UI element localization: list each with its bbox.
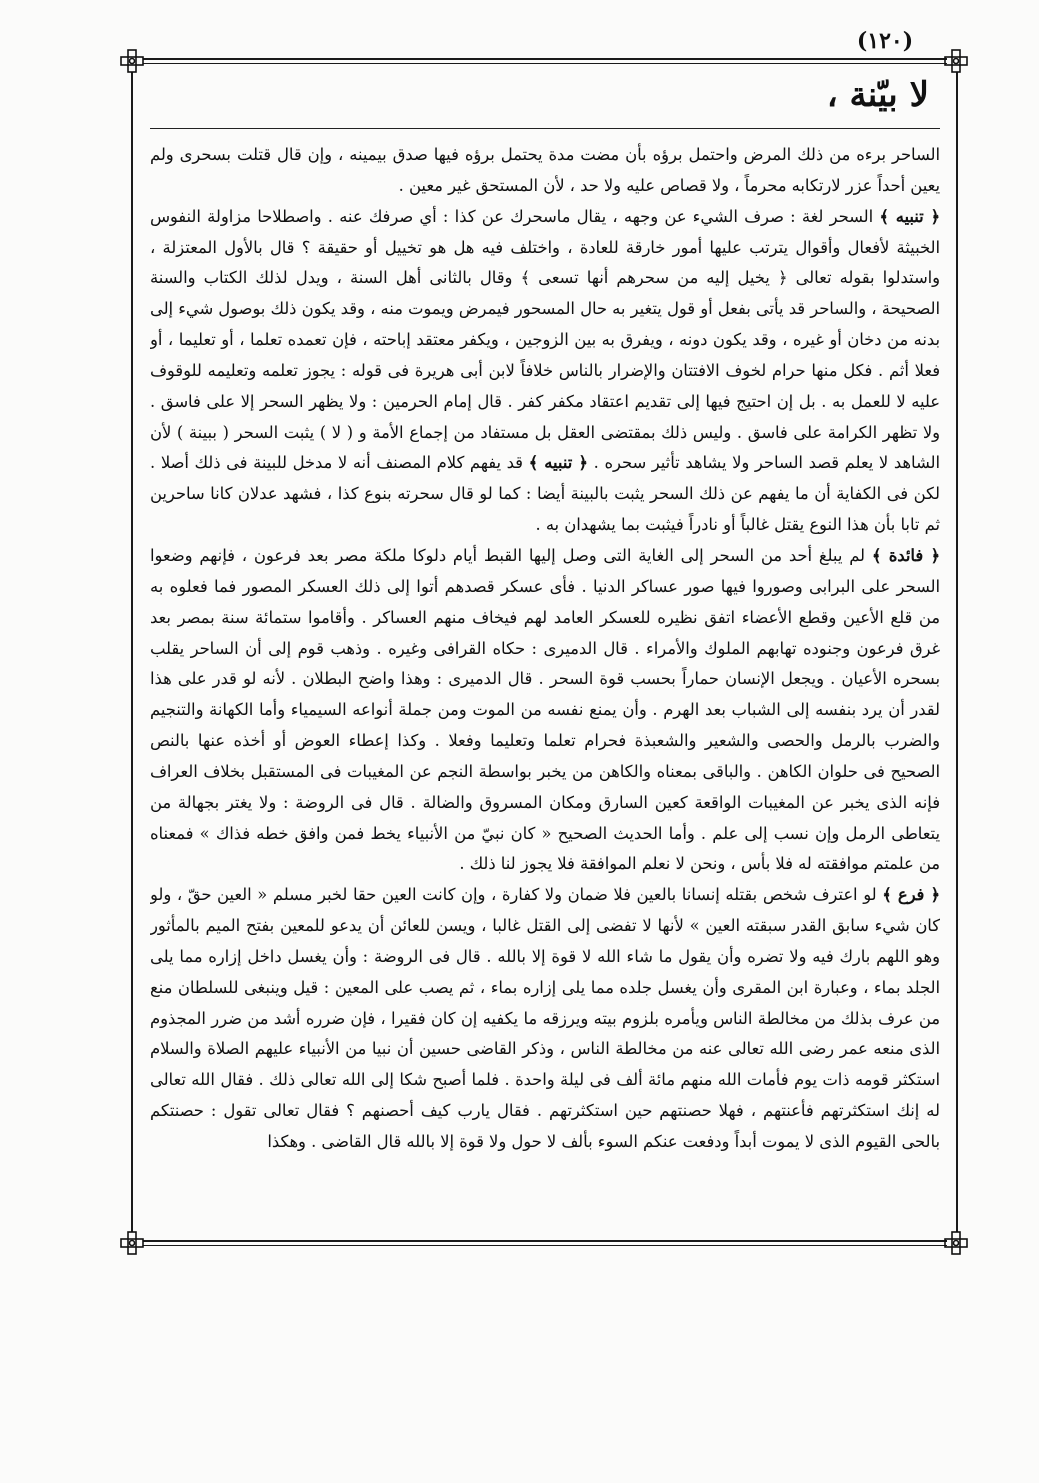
page-heading: لا بيّنة ، [826, 75, 929, 115]
heading-divider [150, 128, 940, 129]
bottom-border-rule-inner [143, 1245, 947, 1246]
paragraph [150, 202, 940, 541]
paragraph-label: ﴿ فرع ﴾ [882, 885, 940, 905]
paragraph-text: لو اعترف شخص بقتله إنسانا بالعين فلا ضمان ولا كفارة ، وإن كانت العين حقا لخبر مسلم « العين حقّ ، ولو كان شيء سابق القدر سبقته العين » لأنها لا تفضى إلى القتل غالبا ، ويسن للعائن أن يدعو للمعين بفتح الميم بالمأثور وهو اللهم بارك فيه ولا تضره وأن يقول ما شاء الله لا قوة إلا بالله . قال فى الروضة : وأن يغسل داخل إزاره مما يلى الجلد بماء ، وعبارة ابن المقرى وأن يغسل جلده مما يلى إزاره بماء ، ثم يصب على المعين : قيل وينبغى للسلطان منع من عرف بذلك من مخالطة الناس ويأمره بلزوم بيته ويرزقه ما يكفيه إن كان فقيرا ، فإن ضرره أشد من ضرر المجذوم الذى منعه عمر رضى الله تعالى عنه من مخالطة الناس ، وذكر القاضى حسين أن نبيا من الأنبياء عليهم الصلاة والسلام استكثر قومه ذات يوم فأمات الله منهم مائة ألف فى ليلة واحدة . فلما أصبح شكا إلى الله تعالى ذلك . فقال الله تعالى له إنك استكثرتهم فأعنتهم ، فهلا حصنتهم حين استكثرتهم . فقال يارب كيف أحصنهم ؟ فقال تعالى تقول : حصنتكم بالحى القيوم الذى لا يموت أبداً ودفعت عنكم السوء بألف لا حول ولا قوة إلا بالله قال القاضى . وهكذا [150, 885, 940, 1151]
paragraph-label: ﴿ فائدة ﴾ [871, 545, 940, 565]
paragraph-text: الساحر برءه من ذلك المرض واحتمل برؤه بأن مضت مدة يحتمل برؤه فيها صدق بيمينه ، وإن قال قتلت بسحرى ولم يعين أحداً عزر لارتكابه محرماً ، ولا قصاص عليه ولا حد ، لأن المستحق غير معين . [150, 145, 940, 195]
right-border-rule [956, 72, 958, 1232]
paragraph [150, 140, 940, 202]
paragraph-label: ﴿ تنبيه ﴾ [879, 206, 940, 226]
ornament-cross-icon [119, 48, 145, 74]
body-text [150, 140, 940, 1238]
paragraph [150, 880, 940, 1158]
left-border-rule [131, 72, 133, 1232]
top-border-rule [143, 58, 947, 60]
ornament-cross-icon [943, 48, 969, 74]
paragraph-text: السحر لغة : صرف الشيء عن وجهه ، يقال ماسحرك عن كذا : أي صرفك عنه . واصطلاحا مزاولة النفوس الخبيثة لأفعال وأقوال يترتب عليها أمور خارقة للعادة ، واختلف فيه هل هو تخييل أو حقيقة ؟ قال بالأول المعتزلة ، واستدلوا بقوله تعالى ﴿ يخيل إليه من سحرهم أنها تسعى ﴾ وقال بالثانى أهل السنة ، ويدل لذلك الكتاب والسنة الصحيحة ، والساحر قد يأتى بفعل أو قول يتغير به حال المسحور فيمرض ويموت منه ، وقد يكون ذلك بوصول شيء إلى بدنه من دخان أو غيره ، وقد يكون دونه ، ويفرق به بين الزوجين ، ويكفر معتقد إباحته ، فإن تعمده تعلما ، أو تعليما ، أو فعلا أثم . فكل منها حرام لخوف الافتتان والإضرار بالناس خلافاً لابن أبى هريرة فى قوله : يجوز تعلمه وتعليمه للوقوف عليه لا للعمل به . بل إن احتيج فيها إلى تقديم اعتقاد مكفر كفر . قال إمام الحرمين : ولا يظهر السحر إلا على فاسق . ولا تظهر الكرامة على فاسق . وليس ذلك بمقتضى العقل بل مستفاد من إجماع الأمة و ( لا ) يثبت السحر ( ببينة ) لأن الشاهد لا يعلم قصد الساحر ولا يشاهد تأثير سحره . [150, 206, 940, 473]
ornament-cross-icon [943, 1230, 969, 1256]
paragraph-label: ﴿ تنبيه ﴾ [528, 453, 588, 473]
paragraph-text: لم يبلغ أحد من السحر إلى الغاية التى وصل إليها القبط أيام دلوكا ملكة مصر بعد فرعون ، فإنهم وضعوا السحر على البرابى وصوروا فيها صور عساكر الدنيا . فأى عسكر قصدهم أتوا إلى ذلك العسكر المصور فما فعلوه به من قلع الأعين وقطع الأعضاء اتفق نظيره للعسكر العامد لهم فيخاف منهم العساكر . وأقاموا ستمائة سنة بمصر بعد غرق فرعون وجنوده تهابهم الملوك والأمراء . قال الدميرى : حكاه القرافى وغيره . وذهب قوم إلى أن الساحر يقلب بسحره الأعيان . ويجعل الإنسان حماراً بحسب قوة السحر . قال الدميرى : وهذا واضح البطلان . لأنه لو قدر على هذا لقدر أن يرد بنفسه إلى الشباب بعد الهرم . وأن يمنع نفسه من الموت ومن جملة أنواعه السيمياء وأما الكهانة والتنجيم والضرب بالرمل والحصى والشعير والشعبذة فحرام تعلما وتعليما وفعلا . وكذا إعطاء العوض أو أخذه عنها بالنص الصحيح فى حلوان الكاهن . والباقى بمعناه والكاهن من يخبر بواسطة النجم عن المغيبات فى المستقبل بخلاف العراف فإنه الذى يخبر عن المغيبات الواقعة كعين السارق ومكان المسروق والضالة . قال فى الروضة : ولا يغتر بجهالة من يتعاطى الرمل وإن نسب إلى علم . وأما الحديث الصحيح « كان نبيّ من الأنبياء يخط فمن وافق خطه فذاك » فمعناه من علمتم موافقته له فلا بأس ، ونحن لا نعلم الموافقة فلا يجوز لنا ذلك . [150, 545, 940, 874]
page-number: (١٢٠) [856, 28, 914, 54]
bottom-border-rule [143, 1240, 947, 1242]
ornament-cross-icon [119, 1230, 145, 1256]
paragraph-text: قد يفهم كلام المصنف أنه لا مدخل للبينة فى ذلك أصلا . لكن فى الكفاية أن ما يفهم عن ذلك السحر يثبت بالبينة أيضا : كما لو قال سحرته بنوع كذا ، فشهد عدلان كانا ساحرين ثم تابا بأن هذا النوع يقتل غالباً أو نادراً فيثبت بما يشهدان به . [150, 453, 940, 535]
top-border-rule-inner [143, 63, 947, 64]
paragraph [150, 541, 940, 880]
